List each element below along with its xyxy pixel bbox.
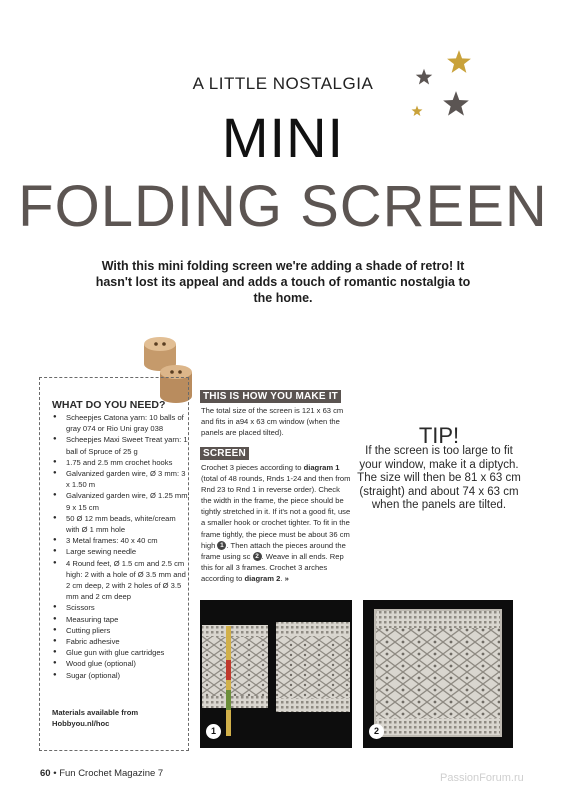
list-item: ● Scheepjes Maxi Sweet Treat yarn: 1 ball of Spruce of 25 g — [52, 434, 190, 456]
list-item: ● Galvanized garden wire, Ø 1.25 mm: 9 x 15 cm — [52, 490, 190, 512]
list-item: ● Cutting pliers — [52, 625, 190, 636]
materials-source: Materials available from Hobbyou.nl/hoc — [52, 708, 139, 728]
materials-list — [52, 412, 190, 681]
title-line-1: MINI — [221, 106, 345, 169]
list-item: ● Scheepjes Catona yarn: 10 balls of gray 074 or Rio Uni gray 038 — [52, 412, 190, 434]
photo-badge-2: 2 — [369, 724, 384, 739]
photo-badge-1: 1 — [206, 724, 221, 739]
step-badge-2: 2 — [253, 552, 262, 561]
diagram-2-ref: diagram 2 — [244, 573, 281, 583]
title-line-2: FOLDING SCREEN — [18, 174, 548, 239]
star-icon-gold — [446, 49, 472, 75]
crochet-panel-image — [363, 600, 513, 748]
diagram-1-ref: diagram 1 — [303, 463, 340, 472]
list-item: ● Galvanized garden wire, Ø 3 mm: 3 x 1.50 m — [52, 468, 190, 490]
crochet-panels-image — [200, 600, 352, 748]
list-item: ● Sugar (optional) — [52, 670, 190, 681]
step-badge-1: 1 — [217, 541, 226, 550]
list-item: ● 50 Ø 12 mm beads, white/cream with Ø 1 mm hole — [52, 513, 190, 535]
screen-instructions: Crochet 3 pieces according to diagram 1 (total of 48 rounds, Rnds 1-24 and then from Rnd 23 to Rnd 1 in reverse order). Check the width in the frame, the piece should be tightly stretched in it. If it's not a good fit, use a smaller hook or crochet tighter. To fit in the frame tightly, the piece must be about 36 cm high 1 . Then attach the pieces around the frame using sc 2 . Weave in all ends. Rep this for all 3 frames. Crochet 3 arches according to diagram 2. » — [201, 463, 351, 583]
continue-arrow: » — [284, 573, 289, 583]
tip-text: If the screen is too large to fit your window, make it a diptych. The size will then be 81 x 63 cm (straight) and about 74 x 63 cm when the panels are tilted. — [357, 445, 521, 512]
list-item: ● Fabric adhesive — [52, 636, 190, 647]
magazine-name: Fun Crochet Magazine 7 — [59, 768, 164, 779]
list-item: ● Scissors — [52, 602, 190, 613]
list-item: ● Large sewing needle — [52, 546, 190, 557]
photo-1 — [200, 600, 352, 748]
page-number: 60 — [40, 768, 51, 779]
tip-title: TIP! — [418, 423, 460, 448]
list-item: ● 4 Round feet, Ø 1.5 cm and 2.5 cm high: 2 with a hole of Ø 3.5 mm and 2 cm deep, 2 with 2 holes of Ø 3.5 mm and 2 cm deep — [52, 558, 190, 603]
page-footer — [40, 768, 163, 779]
intro-text: With this mini folding screen we're adding a shade of retro! It hasn't lost its appeal and adds a touch of romantic nostalgia to the home. — [95, 259, 471, 305]
list-item: ● Glue gun with glue cartridges — [52, 647, 190, 658]
howto-heading: THIS IS HOW YOU MAKE IT — [200, 390, 341, 403]
watermark: PassionForum.ru — [440, 772, 524, 784]
screen-heading: SCREEN — [200, 447, 249, 460]
list-item: ● 3 Metal frames: 40 x 40 cm — [52, 535, 190, 546]
list-item: ● Wood glue (optional) — [52, 658, 190, 669]
footer-bullet: • — [53, 768, 57, 779]
list-item: ● Measuring tape — [52, 614, 190, 625]
kicker: A LITTLE NOSTALGIA — [192, 74, 374, 93]
photo-2 — [363, 600, 513, 748]
howto-text: The total size of the screen is 121 x 63 cm and fits in a94 x 63 cm window (when the panels are placed tilted). — [201, 406, 344, 438]
list-item: ● 1.75 and 2.5 mm crochet hooks — [52, 457, 190, 468]
materials-title: WHAT DO YOU NEED? — [52, 399, 166, 411]
